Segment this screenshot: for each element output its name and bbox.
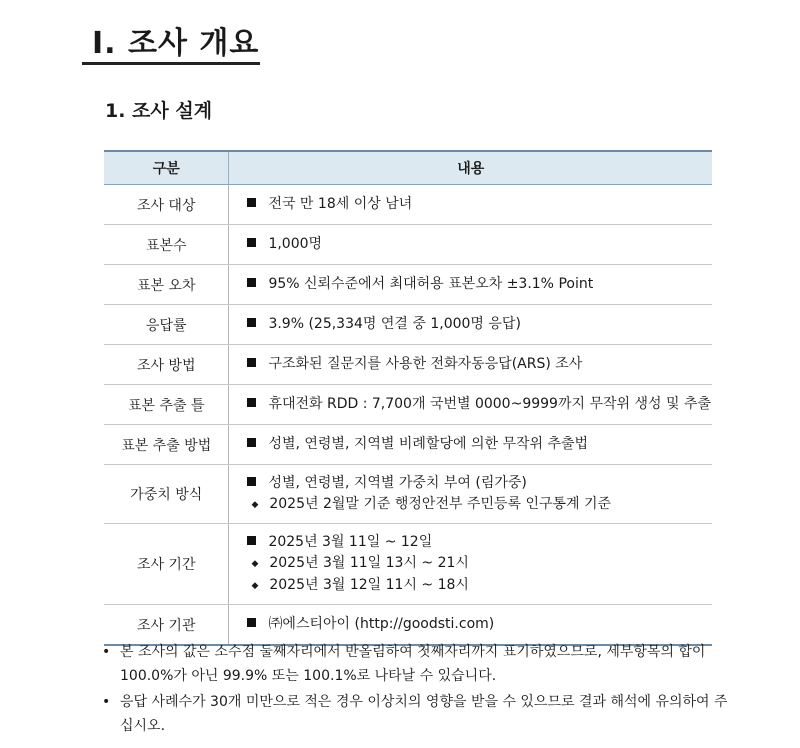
main-title: Ⅰ. 조사 개요 bbox=[92, 26, 260, 61]
note-item bbox=[100, 640, 740, 688]
content-text: 성별, 연령별, 지역별 비례할당에 의한 무작위 추출법 bbox=[268, 436, 589, 452]
square-bullet-icon bbox=[247, 358, 256, 367]
section-title: 1. 조사 설계 bbox=[105, 100, 213, 122]
content-text: 2025년 3월 12일 11시 ~ 18시 bbox=[269, 576, 469, 593]
row-content bbox=[229, 265, 712, 305]
content-text: 전국 만 18세 이상 남녀 bbox=[268, 196, 413, 212]
row-content bbox=[229, 605, 712, 646]
table-row bbox=[104, 385, 712, 425]
square-bullet-icon bbox=[247, 477, 256, 486]
bullet-icon: • bbox=[102, 694, 111, 710]
table-row bbox=[104, 265, 712, 305]
row-content bbox=[229, 225, 712, 265]
row-category: 표본 추출 방법 bbox=[104, 425, 229, 465]
table-header-row bbox=[104, 151, 712, 185]
content-text: ㈜에스티아이 (http://goodsti.com) bbox=[268, 616, 495, 632]
note-text: 응답 사례수가 30개 미만으로 적은 경우 이상치의 영향을 받을 수 있으므로 결과 해석에 유의하여 주십시오. bbox=[120, 694, 728, 734]
content-line bbox=[247, 614, 711, 635]
content-text: 95% 신뢰수준에서 최대허용 표본오차 ±3.1% Point bbox=[268, 276, 594, 292]
row-category: 조사 대상 bbox=[104, 185, 229, 225]
square-bullet-icon bbox=[247, 278, 256, 287]
square-bullet-icon bbox=[247, 318, 256, 327]
content-line bbox=[247, 234, 711, 255]
content-line bbox=[247, 274, 711, 295]
table-row bbox=[104, 185, 712, 225]
content-line bbox=[247, 434, 711, 455]
row-category: 표본 오차 bbox=[104, 265, 229, 305]
header-content: 내용 bbox=[229, 151, 712, 185]
survey-design-table bbox=[104, 150, 712, 646]
content-line bbox=[247, 473, 711, 494]
notes-list bbox=[100, 640, 740, 740]
content-line bbox=[247, 194, 711, 215]
content-text: 성별, 연령별, 지역별 가중치 부여 (림가중) bbox=[268, 474, 527, 491]
content-text: 2025년 3월 11일 13시 ~ 21시 bbox=[269, 554, 469, 571]
content-line bbox=[247, 494, 711, 516]
row-category: 표본 추출 틀 bbox=[104, 385, 229, 425]
table-row bbox=[104, 305, 712, 345]
content-text: 2025년 3월 11일 ~ 12일 bbox=[268, 533, 433, 550]
bullet-icon: • bbox=[102, 644, 111, 660]
content-text: 휴대전화 RDD : 7,700개 국번별 0000~9999까지 무작위 생성 및 추출 bbox=[268, 396, 711, 412]
content-line bbox=[247, 575, 711, 597]
note-text: 본 조사의 값은 소수점 둘째자리에서 반올림하여 첫째자리까지 표기하였으므로, 세부항목의 합이 100.0%가 아닌 99.9% 또는 100.1%로 나타날 수 있습니다. bbox=[120, 644, 706, 684]
row-content bbox=[229, 524, 712, 605]
content-line bbox=[247, 532, 711, 553]
square-bullet-icon bbox=[247, 238, 256, 247]
square-bullet-icon bbox=[247, 618, 256, 627]
row-category: 조사 기간 bbox=[104, 524, 229, 605]
header-category: 구분 bbox=[104, 151, 229, 185]
content-text: 3.9% (25,334명 연결 중 1,000명 응답) bbox=[268, 316, 521, 332]
row-content bbox=[229, 465, 712, 524]
content-text: 2025년 2월말 기준 행정안전부 주민등록 인구통계 기준 bbox=[269, 495, 612, 512]
table-body bbox=[104, 185, 712, 646]
square-bullet-icon bbox=[247, 438, 256, 447]
title-underline bbox=[82, 62, 260, 65]
row-content bbox=[229, 305, 712, 345]
row-category: 표본수 bbox=[104, 225, 229, 265]
row-content bbox=[229, 425, 712, 465]
diamond-bullet-icon: ◆ bbox=[251, 580, 259, 591]
note-item bbox=[100, 690, 740, 738]
row-category: 조사 기관 bbox=[104, 605, 229, 646]
row-content bbox=[229, 345, 712, 385]
row-category: 조사 방법 bbox=[104, 345, 229, 385]
table-row bbox=[104, 524, 712, 605]
square-bullet-icon bbox=[247, 198, 256, 207]
content-line bbox=[247, 394, 711, 415]
row-category: 응답률 bbox=[104, 305, 229, 345]
table-row bbox=[104, 605, 712, 646]
square-bullet-icon bbox=[247, 398, 256, 407]
diamond-bullet-icon: ◆ bbox=[251, 499, 259, 510]
content-text: 1,000명 bbox=[268, 236, 323, 252]
row-category: 가중치 방식 bbox=[104, 465, 229, 524]
square-bullet-icon bbox=[247, 536, 256, 545]
row-content bbox=[229, 385, 712, 425]
content-line bbox=[247, 314, 711, 335]
table-row bbox=[104, 225, 712, 265]
table-row bbox=[104, 425, 712, 465]
content-line bbox=[247, 553, 711, 575]
diamond-bullet-icon: ◆ bbox=[251, 558, 259, 569]
content-text: 구조화된 질문지를 사용한 전화자동응답(ARS) 조사 bbox=[268, 356, 583, 372]
table-row bbox=[104, 465, 712, 524]
table-row bbox=[104, 345, 712, 385]
row-content bbox=[229, 185, 712, 225]
content-line bbox=[247, 354, 711, 375]
